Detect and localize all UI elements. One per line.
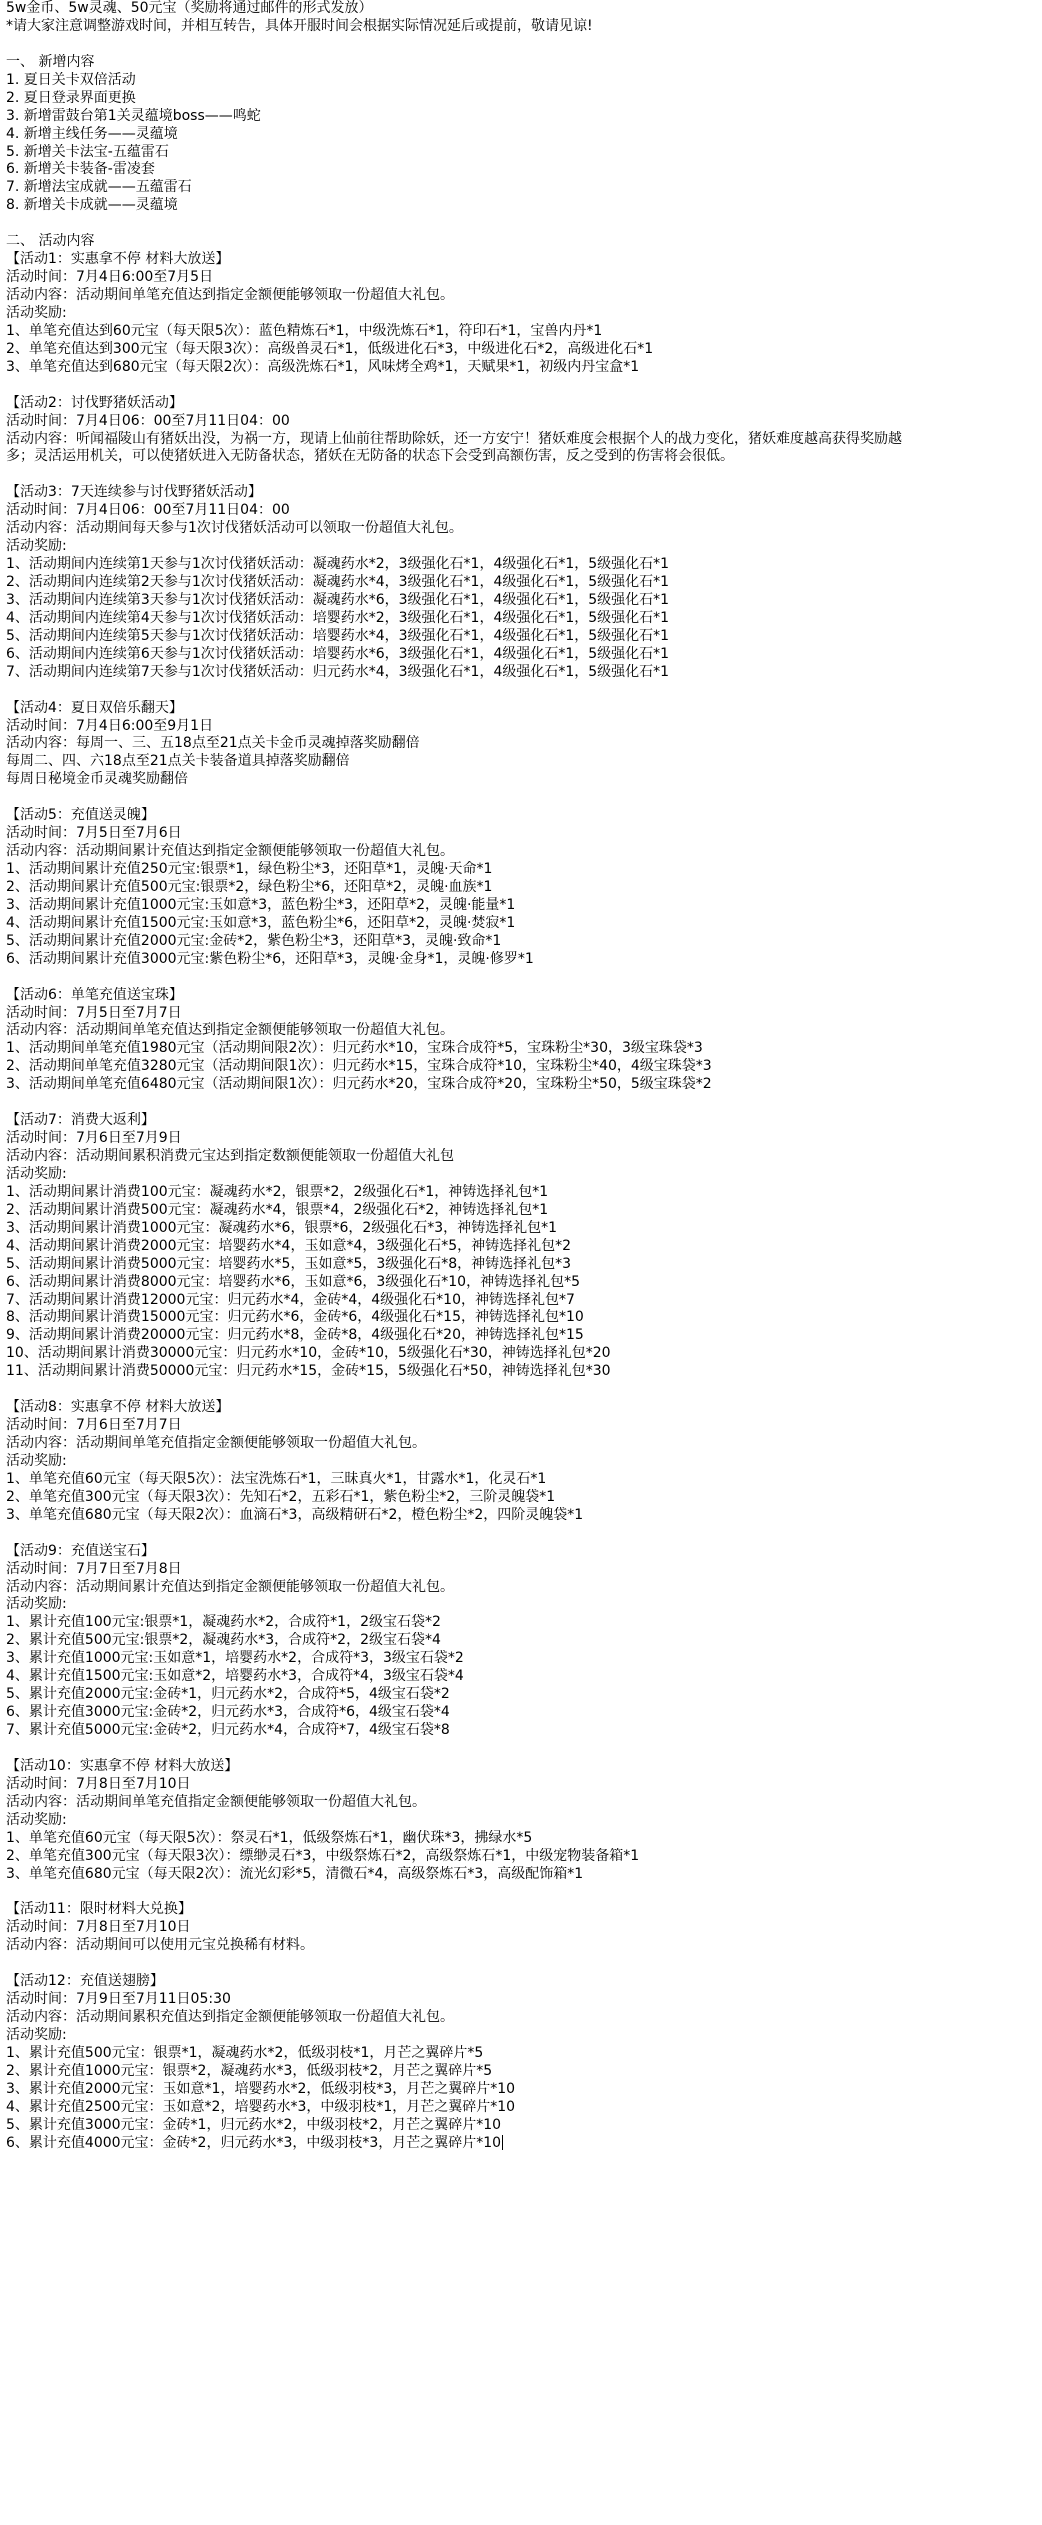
text-line	[6, 305, 1042, 323]
text-line	[6, 2081, 1042, 2099]
line-text: 【活动8：实惠拿不停 材料大放送】	[6, 1399, 230, 1416]
text-line	[6, 1561, 1042, 1579]
text-line	[6, 233, 1042, 251]
line-text: 8. 新增关卡成就——灵蕴境	[6, 197, 178, 214]
line-text: 3. 新增雷鼓台第1关灵蕴境boss——鸣蛇	[6, 107, 261, 124]
line-text: 4、活动期间累计充值1500元宝:玉如意*3，蓝色粉尘*6，还阳草*2，灵魄·焚寂*1	[6, 914, 516, 931]
text-line	[6, 1848, 1042, 1866]
text-line	[6, 1005, 1042, 1023]
text-line	[6, 1022, 1042, 1040]
line-text: 多；灵活运用机关，可以使猪妖进入无防备状态，猪妖在无防备的状态下会受到高额伤害，反之受到的伤害将会很低。	[6, 448, 734, 465]
text-line	[6, 1543, 1042, 1561]
line-text: 【活动6：单笔充值送宝珠】	[6, 986, 183, 1003]
line-text: 1. 夏日关卡双倍活动	[6, 71, 136, 88]
line-text: 每周二、四、六18点至21点关卡装备道具掉落奖励翻倍	[6, 753, 350, 770]
line-text: 6、活动期间内连续第6天参与1次讨伐猪妖活动：培婴药水*6，3级强化石*1，4级强化石*1，5级强化石*1	[6, 645, 670, 662]
line-text: 活动时间：7月9日至7月11日05:30	[6, 1991, 231, 2008]
text-line	[6, 161, 1042, 179]
line-text: 6、活动期间累计充值3000元宝:紫色粉尘*6，还阳草*3，灵魄·金身*1，灵魄·修罗*1	[6, 950, 534, 967]
line-text: 3、活动期间累计消费1000元宝：凝魂药水*6，银票*6，2级强化石*3，神铸选择礼包*1	[6, 1219, 558, 1236]
line-text: 6、累计充值3000元宝:金砖*2，归元药水*3，合成符*6，4级宝石袋*4	[6, 1704, 450, 1721]
text-line	[6, 610, 1042, 628]
line-text: 活动奖励:	[6, 304, 67, 321]
text-line	[6, 1830, 1042, 1848]
line-text: 【活动1：实惠拿不停 材料大放送】	[6, 251, 230, 268]
line-text: 2、单笔充值300元宝（每天限3次）：缥缈灵石*3，中级祭炼石*2，高级祭炼石*1，中级宠物装备箱*1	[6, 1847, 640, 1864]
text-line	[6, 1058, 1042, 1076]
text-line	[6, 72, 1042, 90]
line-text: 活动时间：7月4日6:00至9月1日	[6, 717, 214, 734]
text-line	[6, 144, 1042, 162]
text-line	[6, 861, 1042, 879]
text-line	[6, 1309, 1042, 1327]
line-text: 2、累计充值1000元宝：银票*2，凝魂药水*3，低级羽枝*2，月芒之翼碎片*5	[6, 2062, 493, 2079]
line-text: 5、累计充值2000元宝:金砖*1，归元药水*2，合成符*5，4级宝石袋*2	[6, 1686, 450, 1703]
line-text: 7. 新增法宝成就——五蕴雷石	[6, 179, 192, 196]
blank-line	[6, 377, 1042, 395]
line-text: 5、累计充值3000元宝：金砖*1，归元药水*2，中级羽枝*2，月芒之翼碎片*10	[6, 2116, 502, 2133]
line-text: 活动时间：7月6日至7月9日	[6, 1130, 182, 1147]
line-text: 5w金币、5w灵魂、50元宝（奖励将通过邮件的形式发放）	[6, 0, 373, 16]
line-text: 5、活动期间内连续第5天参与1次讨伐猪妖活动：培婴药水*4，3级强化石*1，4级强化石*1，5级强化石*1	[6, 627, 670, 644]
line-text: 1、单笔充值60元宝（每天限5次）：祭灵石*1，低级祭炼石*1，幽伏珠*3，拂绿水*5	[6, 1829, 533, 1846]
text-line	[6, 1596, 1042, 1614]
line-text: 活动内容：每周一、三、五18点至21点关卡金币灵魂掉落奖励翻倍	[6, 735, 420, 752]
line-text: 【活动3：7天连续参与讨伐野猪妖活动】	[6, 484, 262, 501]
line-text: 1、活动期间累计消费100元宝：凝魂药水*2，银票*2，2级强化石*1，神铸选择礼包*1	[6, 1183, 549, 1200]
line-text: 3、累计充值2000元宝：玉如意*1，培婴药水*2，低级羽枝*3，月芒之翼碎片*10	[6, 2080, 516, 2097]
text-line	[6, 1417, 1042, 1435]
line-text: 5、活动期间累计充值2000元宝:金砖*2，紫色粉尘*3，还阳草*3，灵魄·致命*1	[6, 932, 502, 949]
text-line	[6, 1812, 1042, 1830]
text-line	[6, 1130, 1042, 1148]
line-text: 活动时间：7月8日至7月10日	[6, 1919, 191, 1936]
text-line	[6, 90, 1042, 108]
line-text: 一、 新增内容	[6, 53, 95, 70]
line-text: 7、活动期间累计消费12000元宝：归元药水*4，金砖*4，4级强化石*10，神铸选择礼包*7	[6, 1291, 575, 1308]
line-text: 2、单笔充值达到300元宝（每天限3次）：高级兽灵石*1，低级进化石*3，中级进化石*2，高级进化石*1	[6, 340, 654, 357]
text-line	[6, 520, 1042, 538]
blank-line	[6, 1883, 1042, 1901]
text-line	[6, 1686, 1042, 1704]
line-text: 活动内容：活动期间单笔充值达到指定金额便能够领取一份超值大礼包。	[6, 1022, 454, 1039]
line-text: 活动内容：活动期间累积充值达到指定金额便能够领取一份超值大礼包。	[6, 2009, 454, 2025]
line-text: 1、累计充值100元宝:银票*1，凝魂药水*2，合成符*1，2级宝石袋*2	[6, 1614, 441, 1631]
text-line	[6, 1471, 1042, 1489]
text-line	[6, 2099, 1042, 2117]
text-line	[6, 771, 1042, 789]
text-line	[6, 592, 1042, 610]
line-text: 3、活动期间内连续第3天参与1次讨伐猪妖活动：凝魂药水*6，3级强化石*1，4级强化石*1，5级强化石*1	[6, 591, 670, 608]
blank-line	[6, 466, 1042, 484]
text-line	[6, 1866, 1042, 1884]
line-text: 4、活动期间累计消费2000元宝：培婴药水*4，玉如意*4，3级强化石*5，神铸选择礼包*2	[6, 1237, 572, 1254]
line-text: 1、活动期间累计充值250元宝:银票*1，绿色粉尘*3，还阳草*1，灵魄·天命*1	[6, 861, 493, 877]
text-line	[6, 879, 1042, 897]
line-text: 3、单笔充值达到680元宝（每天限2次）：高级洗炼石*1，风味烤全鸡*1，天赋果*1，初级内丹宝盒*1	[6, 358, 640, 375]
line-text: 5. 新增关卡法宝-五蕴雷石	[6, 143, 169, 160]
blank-line	[6, 1094, 1042, 1112]
text-line	[6, 628, 1042, 646]
blank-line	[6, 1955, 1042, 1973]
text-line	[6, 1901, 1042, 1919]
blank-line	[6, 682, 1042, 700]
text-line	[6, 2117, 1042, 2135]
line-text: 活动奖励:	[6, 2026, 67, 2043]
line-text: 活动时间：7月7日至7月8日	[6, 1560, 182, 1577]
line-text: 活动时间：7月4日6:00至7月5日	[6, 269, 214, 286]
blank-line	[6, 969, 1042, 987]
text-line	[6, 2063, 1042, 2081]
text-line	[6, 1507, 1042, 1525]
text-line	[6, 1363, 1042, 1381]
line-text: 【活动7：消费大返利】	[6, 1112, 155, 1129]
text-line	[6, 126, 1042, 144]
line-text: 活动时间：7月4日06：00至7月11日04：00	[6, 412, 290, 429]
text-line	[6, 1776, 1042, 1794]
text-line	[6, 574, 1042, 592]
line-text: 活动时间：7月8日至7月10日	[6, 1775, 191, 1792]
text-line	[6, 323, 1042, 341]
line-text: 活动时间：7月6日至7月7日	[6, 1417, 182, 1434]
text-line	[6, 1435, 1042, 1453]
text-line	[6, 1579, 1042, 1597]
text-line	[6, 1238, 1042, 1256]
text-line	[6, 1758, 1042, 1776]
line-text: 1、活动期间单笔充值1980元宝（活动期间限2次）：归元药水*10，宝珠合成符*5，宝珠粉尘*30，3级宝珠袋*3	[6, 1040, 703, 1057]
text-line	[6, 1274, 1042, 1292]
line-text: 活动内容：活动期间每天参与1次讨伐猪妖活动可以领取一份超值大礼包。	[6, 520, 463, 537]
text-line	[6, 2045, 1042, 2063]
line-text: 活动时间：7月5日至7月6日	[6, 825, 182, 842]
line-text: 2、活动期间累计消费500元宝：凝魂药水*4，银票*4，2级强化石*2，神铸选择礼包*1	[6, 1201, 549, 1218]
text-line	[6, 1256, 1042, 1274]
text-line	[6, 897, 1042, 915]
text-line	[6, 269, 1042, 287]
text-line	[6, 1148, 1042, 1166]
text-line	[6, 700, 1042, 718]
blank-line	[6, 1525, 1042, 1543]
line-text: 二、 活动内容	[6, 233, 95, 250]
line-text: 活动内容：活动期间可以使用元宝兑换稀有材料。	[6, 1937, 314, 1954]
blank-line	[6, 789, 1042, 807]
line-text: 活动奖励:	[6, 1811, 67, 1828]
line-text: 活动内容：活动期间累计充值达到指定金额便能够领取一份超值大礼包。	[6, 1578, 454, 1595]
text-line	[6, 646, 1042, 664]
text-line	[6, 2027, 1042, 2045]
text-line	[6, 251, 1042, 269]
text-line	[6, 1991, 1042, 2009]
line-text: 4. 新增主线任务——灵蕴境	[6, 125, 178, 142]
text-line	[6, 1650, 1042, 1668]
text-line	[6, 1614, 1042, 1632]
text-line	[6, 735, 1042, 753]
line-text: 2、活动期间单笔充值3280元宝（活动期间限1次）：归元药水*15，宝珠合成符*10，宝珠粉尘*40，4级宝珠袋*3	[6, 1058, 712, 1075]
blank-line	[6, 36, 1042, 54]
text-line	[6, 448, 1042, 466]
line-text: 【活动10：实惠拿不停 材料大放送】	[6, 1757, 239, 1774]
text-line	[6, 556, 1042, 574]
line-text: 3、单笔充值680元宝（每天限2次）：血滴石*3，高级精研石*2，橙色粉尘*2，四阶灵魄袋*1	[6, 1506, 584, 1523]
text-line	[6, 1345, 1042, 1363]
text-line	[6, 341, 1042, 359]
text-line	[6, 502, 1042, 520]
text-line	[6, 1668, 1042, 1686]
line-text: 【活动9：充值送宝石】	[6, 1542, 155, 1559]
line-text: 7、活动期间内连续第7天参与1次讨伐猪妖活动：归元药水*4，3级强化石*1，4级强化石*1，5级强化石*1	[6, 663, 670, 680]
line-text: 1、单笔充值60元宝（每天限5次）：法宝洗炼石*1，三昧真火*1，甘露水*1，化灵石*1	[6, 1470, 547, 1487]
text-line	[6, 1184, 1042, 1202]
line-text: 每周日秘境金币灵魂奖励翻倍	[6, 771, 188, 788]
text-line	[6, 1220, 1042, 1238]
text-line	[6, 0, 1042, 18]
line-text: 2、活动期间内连续第2天参与1次讨伐猪妖活动：凝魂药水*4，3级强化石*1，4级强化石*1，5级强化石*1	[6, 574, 670, 590]
line-text: 4、活动期间内连续第4天参与1次讨伐猪妖活动：培婴药水*2，3级强化石*1，4级强化石*1，5级强化石*1	[6, 609, 670, 626]
text-line	[6, 431, 1042, 449]
line-text: 8、活动期间累计消费15000元宝：归元药水*6，金砖*6，4级强化石*15，神铸选择礼包*10	[6, 1309, 584, 1326]
line-text: 【活动2：讨伐野猪妖活动】	[6, 394, 183, 411]
text-line	[6, 538, 1042, 556]
line-text: 7、累计充值5000元宝:金砖*2，归元药水*4，合成符*7，4级宝石袋*8	[6, 1722, 450, 1738]
text-line	[6, 1040, 1042, 1058]
line-text: 活动奖励:	[6, 1452, 67, 1469]
text-line	[6, 395, 1042, 413]
line-text: 活动奖励:	[6, 538, 67, 555]
line-text: 活动内容：活动期间单笔充值指定金额便能够领取一份超值大礼包。	[6, 1793, 426, 1810]
blank-line	[6, 215, 1042, 233]
line-text: 3、单笔充值680元宝（每天限2次）：流光幻彩*5，清微石*4，高级祭炼石*3，高级配饰箱*1	[6, 1865, 584, 1882]
text-line	[6, 915, 1042, 933]
text-line	[6, 197, 1042, 215]
text-line	[6, 1292, 1042, 1310]
text-line	[6, 108, 1042, 126]
text-line	[6, 179, 1042, 197]
text-line	[6, 1399, 1042, 1417]
text-line	[6, 1489, 1042, 1507]
line-text: 活动内容：活动期间单笔充值达到指定金额便能够领取一份超值大礼包。	[6, 287, 454, 303]
line-text: 6、活动期间累计消费8000元宝：培婴药水*6，玉如意*6，3级强化石*10，神铸选择礼包*5	[6, 1273, 580, 1290]
line-text: 2. 夏日登录界面更换	[6, 89, 136, 106]
text-line	[6, 825, 1042, 843]
text-line	[6, 1202, 1042, 1220]
line-text: 10、活动期间累计消费30000元宝：归元药水*10，金砖*10，5级强化石*30，神铸选择礼包*20	[6, 1345, 611, 1362]
text-line	[6, 484, 1042, 502]
line-text: 活动奖励:	[6, 1165, 67, 1182]
line-text: 活动内容：活动期间累计充值达到指定金额便能够领取一份超值大礼包。	[6, 843, 454, 860]
line-text: 【活动5：充值送灵魄】	[6, 807, 155, 824]
text-line	[6, 1166, 1042, 1184]
line-text: 1、活动期间内连续第1天参与1次讨伐猪妖活动：凝魂药水*2，3级强化石*1，4级强化石*1，5级强化石*1	[6, 556, 670, 573]
text-line	[6, 1076, 1042, 1094]
line-text: *请大家注意调整游戏时间，并相互转告，具体开服时间会根据实际情况延后或提前，敬请见谅!	[6, 17, 593, 34]
line-text: 2、累计充值500元宝:银票*2，凝魂药水*3，合成符*2，2级宝石袋*4	[6, 1632, 441, 1649]
text-line	[6, 1973, 1042, 1991]
text-line	[6, 664, 1042, 682]
text-line	[6, 54, 1042, 72]
text-line	[6, 1722, 1042, 1740]
line-text: 1、累计充值500元宝：银票*1，凝魂药水*2，低级羽枝*1，月芒之翼碎片*5	[6, 2044, 484, 2061]
line-text: 2、单笔充值300元宝（每天限3次）：先知石*2，五彩石*1，紫色粉尘*2，三阶灵魄袋*1	[6, 1488, 556, 1505]
line-text: 活动内容：听闻福陵山有猪妖出没，为祸一方，现请上仙前往帮助除妖，还一方安宁！猪妖难度会根据个人的战力变化，猪妖难度越高获得奖励越	[6, 430, 902, 447]
line-text: 【活动4：夏日双倍乐翻天】	[6, 699, 183, 716]
text-line	[6, 2009, 1042, 2027]
text-line	[6, 2135, 1042, 2153]
text-line	[6, 1937, 1042, 1955]
line-text: 4、累计充值2500元宝：玉如意*2，培婴药水*3，中级羽枝*1，月芒之翼碎片*10	[6, 2098, 516, 2115]
line-text: 1、单笔充值达到60元宝（每天限5次）：蓝色精炼石*1，中级洗炼石*1，符印石*1，宝兽内丹*1	[6, 322, 603, 339]
text-line	[6, 1112, 1042, 1130]
text-line	[6, 1919, 1042, 1937]
line-text: 4、累计充值1500元宝:玉如意*2，培婴药水*3，合成符*4，3级宝石袋*4	[6, 1668, 464, 1685]
text-line	[6, 1327, 1042, 1345]
line-text: 3、活动期间单笔充值6480元宝（活动期间限1次）：归元药水*20，宝珠合成符*20，宝珠粉尘*50，5级宝珠袋*2	[6, 1076, 712, 1093]
blank-line	[6, 1740, 1042, 1758]
line-text: 活动内容：活动期间累积消费元宝达到指定数额便能领取一份超值大礼包	[6, 1148, 454, 1164]
line-text: 11、活动期间累计消费50000元宝：归元药水*15，金砖*15，5级强化石*50，神铸选择礼包*30	[6, 1363, 611, 1380]
blank-line	[6, 1381, 1042, 1399]
line-text: 活动时间：7月5日至7月7日	[6, 1004, 182, 1021]
line-text: 5、活动期间累计消费5000元宝：培婴药水*5，玉如意*5，3级强化石*8，神铸选择礼包*3	[6, 1255, 572, 1272]
text-line	[6, 718, 1042, 736]
text-line	[6, 287, 1042, 305]
line-text: 6、累计充值4000元宝：金砖*2，归元药水*3，中级羽枝*3，月芒之翼碎片*10	[6, 2134, 502, 2151]
text-line	[6, 1632, 1042, 1650]
line-text: 3、累计充值1000元宝:玉如意*1，培婴药水*2，合成符*3，3级宝石袋*2	[6, 1650, 464, 1667]
text-line	[6, 933, 1042, 951]
line-text: 活动奖励:	[6, 1596, 67, 1613]
text-line	[6, 1453, 1042, 1471]
line-text: 活动时间：7月4日06：00至7月11日04：00	[6, 502, 290, 519]
text-line	[6, 18, 1042, 36]
line-text: 9、活动期间累计消费20000元宝：归元药水*8，金砖*8，4级强化石*20，神铸选择礼包*15	[6, 1327, 584, 1344]
line-text: 活动内容：活动期间单笔充值指定金额便能够领取一份超值大礼包。	[6, 1435, 426, 1451]
text-cursor	[502, 2135, 503, 2150]
text-line	[6, 413, 1042, 431]
line-text: 6. 新增关卡装备-雷凌套	[6, 161, 155, 178]
text-line	[6, 807, 1042, 825]
line-text: 【活动12：充值送翅膀】	[6, 1973, 164, 1990]
line-text: 2、活动期间累计充值500元宝:银票*2，绿色粉尘*6，还阳草*2，灵魄·血族*1	[6, 878, 493, 895]
text-line	[6, 359, 1042, 377]
text-line	[6, 753, 1042, 771]
text-line	[6, 1794, 1042, 1812]
line-text: 【活动11：限时材料大兑换】	[6, 1901, 192, 1918]
text-line	[6, 987, 1042, 1005]
text-line	[6, 843, 1042, 861]
line-text: 3、活动期间累计充值1000元宝:玉如意*3，蓝色粉尘*3，还阳草*2，灵魄·能量*1	[6, 896, 516, 913]
text-line	[6, 951, 1042, 969]
text-line	[6, 1704, 1042, 1722]
